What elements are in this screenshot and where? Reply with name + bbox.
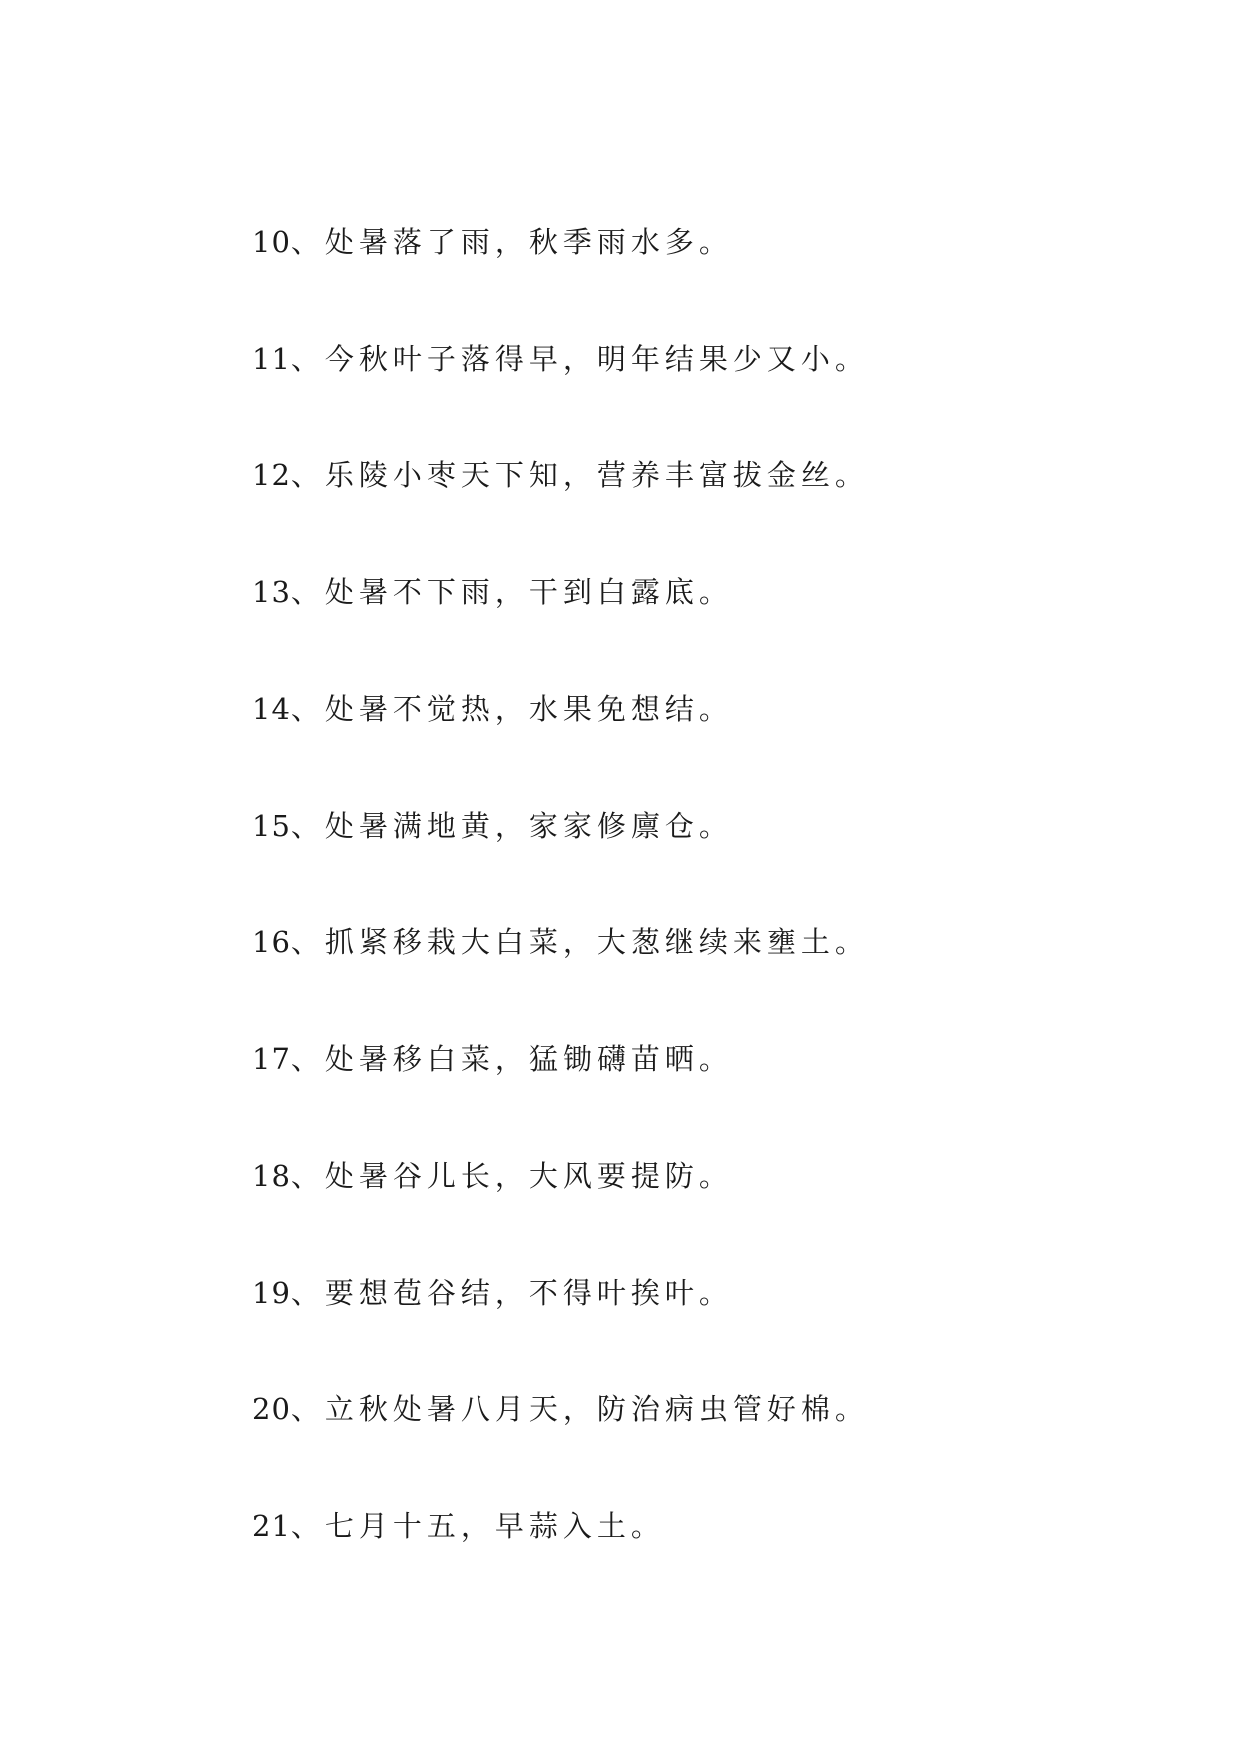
- item-number: 20: [252, 1392, 291, 1426]
- item-number: 11: [252, 342, 291, 376]
- item-number: 14: [252, 692, 291, 726]
- list-item: [252, 689, 733, 729]
- list-item: [252, 339, 869, 379]
- item-number: 10: [252, 225, 291, 259]
- item-text: 、处暑移白菜，猛锄礴苗晒。: [290, 1042, 733, 1076]
- item-text: 、乐陵小枣天下知，营养丰富拔金丝。: [290, 458, 869, 492]
- item-text: 、七月十五，早蒜入土。: [290, 1509, 665, 1543]
- list-item: [252, 1506, 665, 1546]
- item-text: 、今秋叶子落得早，明年结果少又小。: [290, 342, 869, 376]
- list-item: [252, 572, 733, 612]
- list-item: [252, 222, 733, 262]
- item-number: 17: [252, 1042, 291, 1076]
- item-number: 13: [252, 575, 291, 609]
- item-text: 、处暑不下雨，干到白露底。: [290, 575, 733, 609]
- item-number: 16: [252, 925, 291, 959]
- item-text: 、处暑谷儿长，大风要提防。: [290, 1159, 733, 1193]
- item-number: 15: [252, 809, 291, 843]
- item-text: 、处暑不觉热，水果免想结。: [290, 692, 733, 726]
- list-item: [252, 922, 869, 962]
- list-item: [252, 1389, 869, 1429]
- list-item: [252, 1273, 733, 1313]
- list-item: [252, 1156, 733, 1196]
- item-text: 、处暑落了雨，秋季雨水多。: [290, 225, 733, 259]
- item-text: 、立秋处暑八月天，防治病虫管好棉。: [290, 1392, 869, 1426]
- item-number: 21: [252, 1509, 291, 1543]
- list-item: [252, 806, 733, 846]
- item-number: 19: [252, 1276, 291, 1310]
- list-item: [252, 1039, 733, 1079]
- item-text: 、处暑满地黄，家家修廪仓。: [290, 809, 733, 843]
- item-text: 、要想苞谷结，不得叶挨叶。: [290, 1276, 733, 1310]
- item-text: 、抓紧移栽大白菜，大葱继续来壅土。: [290, 925, 869, 959]
- item-number: 12: [252, 458, 291, 492]
- list-item: [252, 455, 869, 495]
- item-number: 18: [252, 1159, 291, 1193]
